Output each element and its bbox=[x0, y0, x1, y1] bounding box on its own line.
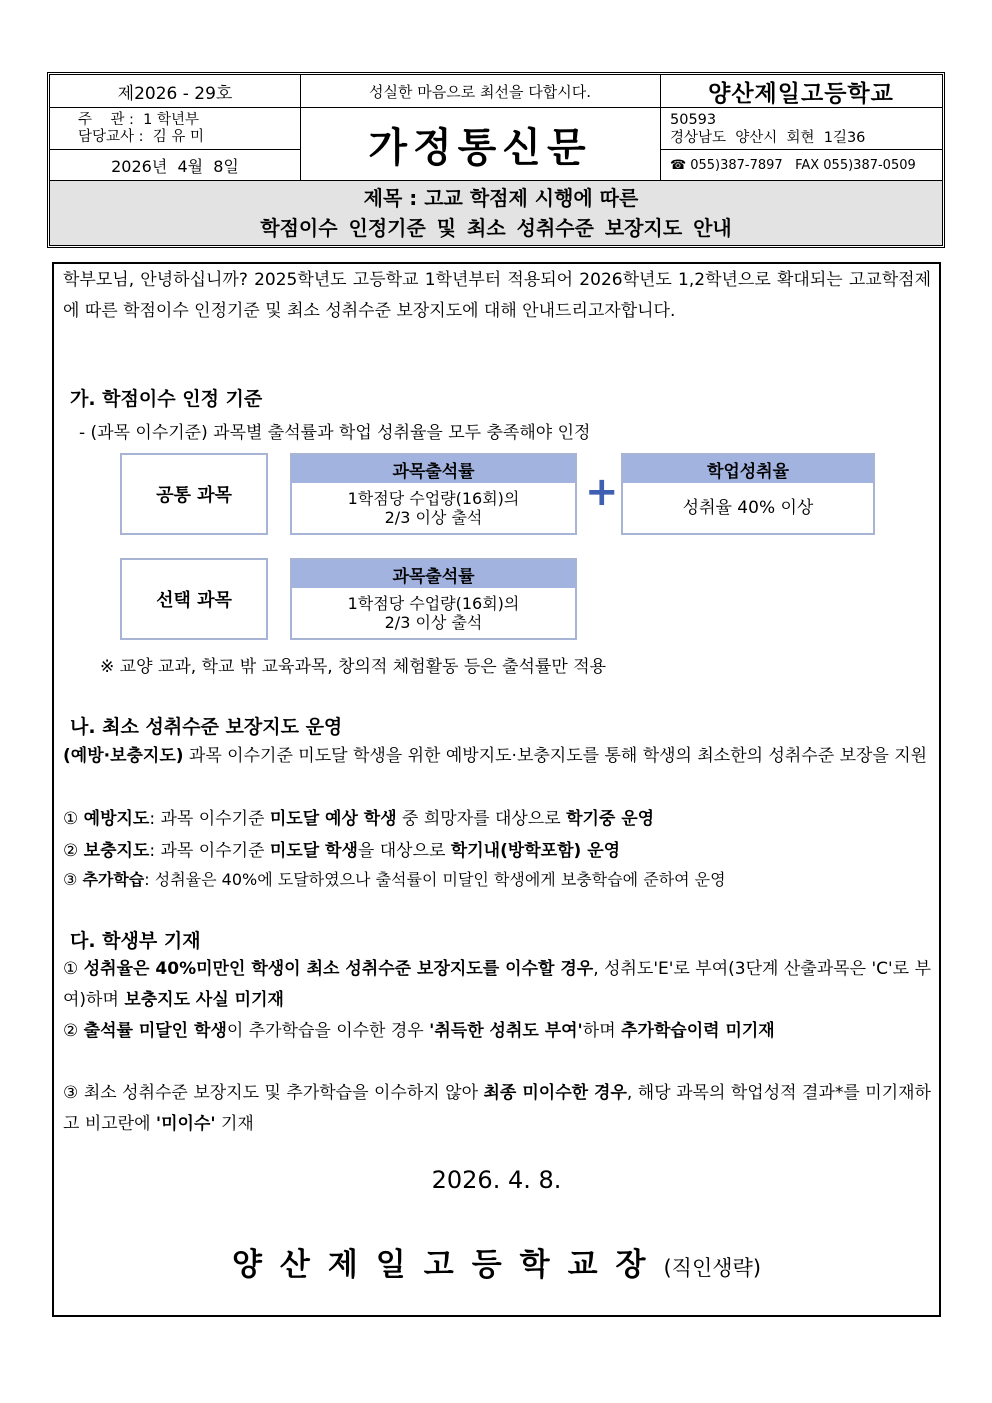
record-item-3: ③ 최소 성취수준 보장지도 및 추가학습을 이수하지 않아 최종 미이수한 경우, 해당 과목의 학업성적 결과*를 미기재하고 비고란에 '미이수' 기재 bbox=[63, 1083, 931, 1134]
principal-name: 양산제일고등학교장 bbox=[231, 1247, 664, 1283]
issue-date: 2026년 4월 8일 bbox=[111, 157, 239, 176]
signature-date: 2026. 4. 8. bbox=[431, 1166, 562, 1194]
intro-paragraph: 학부모님, 안녕하십니까? 2025학년도 고등학교 1학년부터 적용되어 2026학년도 1,2학년으로 확대되는 고교학점제에 따른 학점이수 인정기준 및 최소 성취수준 보장지도에 대해 안내드리고자합니다. bbox=[63, 270, 931, 321]
attendance-body bbox=[292, 483, 575, 533]
record-item-2: ② 출석률 미달인 학생이 추가학습을 이수한 경우 '취득한 성취도 부여'하며 추가학습이력 미기재 bbox=[63, 1021, 775, 1041]
teacher-line: 담당교사 : 김 유 미 bbox=[78, 129, 204, 145]
achievement-body: 성취율 40% 이상 bbox=[682, 497, 814, 518]
elective-attendance-line-2: 2/3 이상 출석 bbox=[384, 613, 483, 632]
school-address bbox=[660, 108, 942, 150]
attendance-header: 과목출석률 bbox=[292, 455, 575, 483]
achievement-header: 학업성취율 bbox=[623, 455, 873, 483]
elective-attendance-header: 과목출석률 bbox=[292, 560, 575, 588]
newsletter-title: 가정통신문 bbox=[368, 125, 592, 171]
plus-icon: + bbox=[585, 469, 619, 515]
section-b-heading: 나. 최소 성취수준 보장지도 운영 bbox=[70, 716, 343, 738]
attendance-line-2: 2/3 이상 출석 bbox=[384, 508, 483, 527]
manager-line: 주 관 : 1 학년부 bbox=[78, 112, 200, 128]
address-line: 경상남도 양산시 회현 1길36 bbox=[670, 130, 866, 146]
subject-line-1: 제목 : 고교 학점제 시행에 따른 bbox=[363, 186, 639, 210]
body-content bbox=[52, 262, 941, 1317]
phone-number: 055)387-7897 FAX 055)387-0509 bbox=[690, 158, 916, 173]
issue-number: 제2026 - 29호 bbox=[117, 84, 233, 104]
list-item: ② 보충지도: 과목 이수기준 미도달 학생을 대상으로 학기내(방학포함) 운영 bbox=[63, 841, 621, 861]
section-a-heading: 가. 학점이수 인정 기준 bbox=[70, 388, 263, 410]
seal-note: (직인생략) bbox=[663, 1256, 762, 1280]
elective-attendance-box bbox=[290, 558, 577, 640]
common-subject-label: 공통 과목 bbox=[156, 485, 232, 506]
postal-code: 50593 bbox=[670, 112, 717, 128]
subject-line-2: 학점이수 인정기준 및 최소 성취수준 보장지도 안내 bbox=[260, 216, 732, 240]
common-attendance-box bbox=[290, 453, 577, 535]
section-c-heading: 다. 학생부 기재 bbox=[70, 930, 201, 952]
school-name: 양산제일고등학교 bbox=[708, 80, 894, 107]
list-item: ① 예방지도: 과목 이수기준 미도달 예상 학생 중 희망자를 대상으로 학기중 운영 bbox=[63, 809, 655, 829]
elective-subject-box bbox=[120, 558, 268, 640]
list-item: ③ 추가학습: 성취율은 40%에 도달하였으나 출석률이 미달인 학생에게 보충학습에 준하여 운영 bbox=[63, 870, 726, 889]
elective-subject-label: 선택 과목 bbox=[156, 590, 232, 611]
common-subject-box bbox=[120, 453, 268, 535]
section-a-criteria: - (과목 이수기준) 과목별 출석률과 학업 성취율을 모두 충족해야 인정 bbox=[79, 423, 591, 443]
elective-attendance-body bbox=[292, 588, 575, 638]
section-b-intro bbox=[63, 741, 931, 772]
achievement-box bbox=[621, 453, 875, 535]
header-table bbox=[47, 72, 945, 248]
subject-banner bbox=[50, 181, 942, 245]
section-b-intro-bold: (예방·보충지도) bbox=[63, 746, 184, 766]
section-b-intro-text: 과목 이수기준 미도달 학생을 위한 예방지도·보충지도를 통해 학생의 최소한의 성취수준 보장을 지원 bbox=[183, 746, 928, 766]
school-motto: 성실한 마음으로 최선을 다합시다. bbox=[369, 83, 591, 101]
phone-icon: ☎ bbox=[670, 158, 687, 173]
record-item-1: ① 성취율은 40%미만인 학생이 최소 성취수준 보장지도를 이수할 경우, 성취도'E'로 부여(3단계 산출과목은 'C'로 부여)하며 보충지도 사실 미기재 bbox=[63, 959, 931, 1010]
elective-attendance-line-1: 1학점당 수업량(16회)의 bbox=[347, 594, 520, 613]
manager-info bbox=[50, 108, 300, 150]
attendance-line-1: 1학점당 수업량(16회)의 bbox=[347, 489, 520, 508]
principal-signature bbox=[54, 1239, 939, 1284]
phone-fax bbox=[660, 150, 942, 181]
section-a-note: ※ 교양 교과, 학교 밖 교육과목, 창의적 체험활동 등은 출석률만 적용 bbox=[100, 657, 607, 677]
